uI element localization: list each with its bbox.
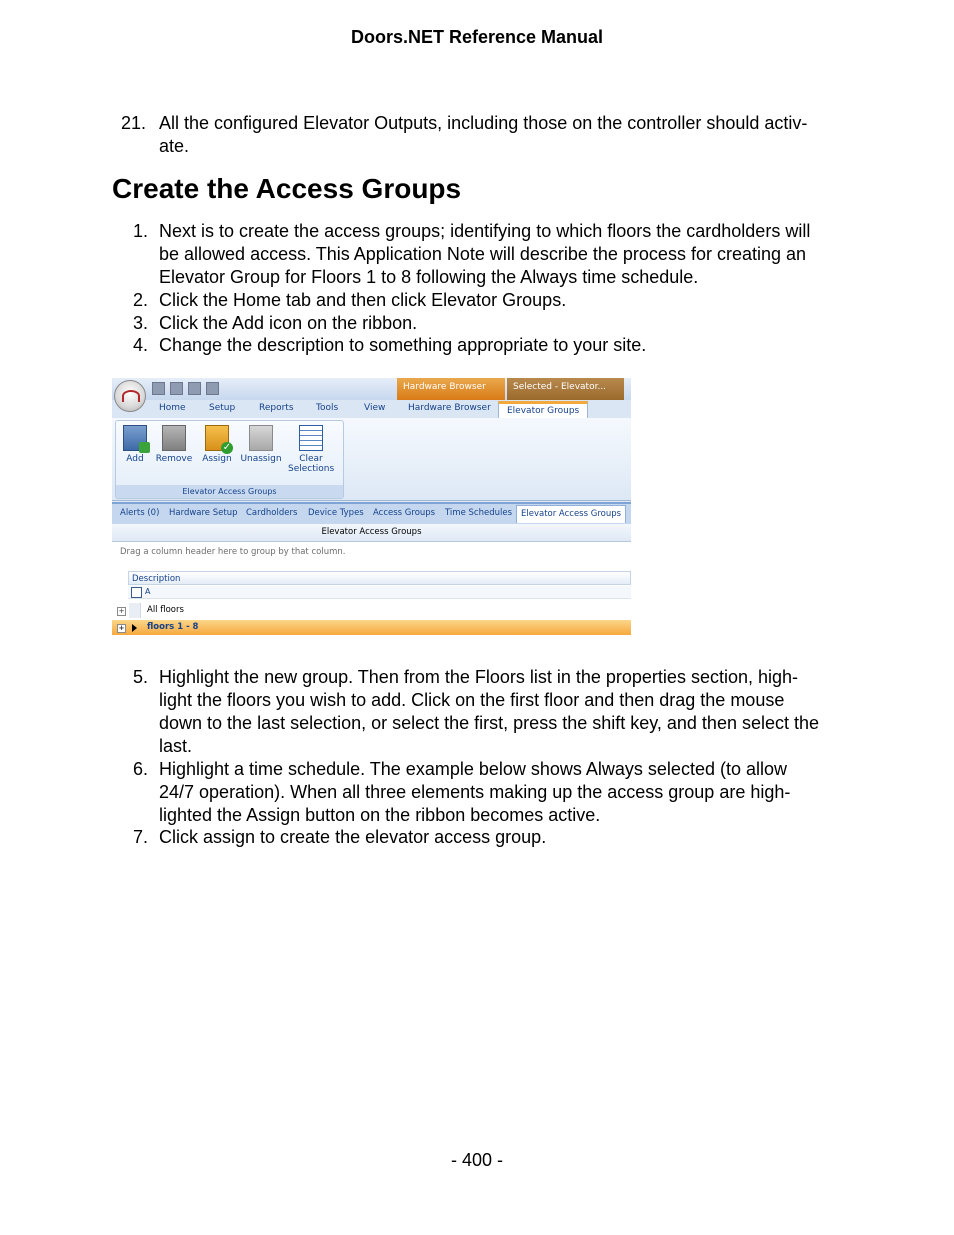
tab-reports[interactable]: Reports <box>259 403 294 413</box>
list-text: Next is to create the access groups; identifying to which floors the cardholders will <box>159 221 811 241</box>
clear-label: Clear <box>299 454 323 464</box>
list-number: 5. <box>133 667 149 687</box>
filter-text-icon[interactable]: A <box>145 587 151 596</box>
save-icon[interactable] <box>152 382 165 395</box>
tab-tools[interactable]: Tools <box>316 403 339 413</box>
add-button[interactable] <box>121 425 149 464</box>
expand-icon[interactable]: + <box>118 607 125 615</box>
row-description: floors 1 - 8 <box>147 622 199 632</box>
context-tab-hardware-browser[interactable]: Hardware Browser <box>397 378 505 400</box>
list-text: Click the Home tab and then click Elevator Groups. <box>159 290 567 310</box>
users-icon[interactable] <box>188 382 201 395</box>
clear-selections-icon <box>299 425 323 451</box>
assign-button[interactable] <box>199 425 235 464</box>
list-number: 2. <box>133 290 149 310</box>
app-screenshot <box>112 378 631 640</box>
list-number: 6. <box>133 759 149 779</box>
list-text: Elevator Group for Floors 1 to 8 following the Always time schedule. <box>159 267 699 287</box>
group-by-hint: Drag a column header here to group by that column. <box>120 547 346 557</box>
print-icon[interactable] <box>170 382 183 395</box>
doc-tab-cardholders[interactable]: Cardholders <box>246 508 298 518</box>
table-row[interactable] <box>112 603 631 618</box>
panel-title: Elevator Access Groups <box>112 524 631 542</box>
ribbon-group <box>115 420 344 499</box>
doc-tab-alerts[interactable]: Alerts (0) <box>120 508 160 518</box>
context-tab-selected[interactable]: Selected - Elevator... <box>507 378 624 400</box>
expand-icon[interactable]: + <box>118 624 125 632</box>
filter-icon[interactable] <box>131 587 142 598</box>
filter-row[interactable] <box>128 586 631 599</box>
doc-tab-hardware-setup[interactable]: Hardware Setup <box>169 508 238 518</box>
list-text: Change the description to something appropriate to your site. <box>159 335 647 355</box>
unassign-icon <box>249 425 273 451</box>
refresh-icon[interactable] <box>206 382 219 395</box>
list-number: 3. <box>133 313 149 333</box>
assign-icon <box>205 425 229 451</box>
tab-home[interactable]: Home <box>159 403 186 413</box>
tab-hardware-browser[interactable]: Hardware Browser <box>408 403 491 413</box>
list-text: Highlight the new group. Then from the Floors list in the properties section, high- <box>159 667 798 687</box>
remove-icon <box>162 425 186 451</box>
current-row-arrow-icon <box>132 624 137 632</box>
list-text: 24/7 operation). When all three elements making up the access group are high- <box>159 782 791 802</box>
quick-access-toolbar <box>152 382 219 395</box>
unassign-label: Unassign <box>240 454 282 464</box>
section-heading: Create the Access Groups <box>112 173 462 204</box>
list-text: down to the last selection, or select the first, press the shift key, and then select the <box>159 713 820 733</box>
list-text: All the configured Elevator Outputs, including those on the controller should activ- <box>159 113 808 133</box>
unassign-button[interactable] <box>239 425 283 464</box>
selections-label: Selections <box>288 464 335 474</box>
remove-label: Remove <box>155 454 193 464</box>
remove-button[interactable] <box>154 425 194 464</box>
ribbon-group-label: Elevator Access Groups <box>116 485 343 498</box>
assign-label: Assign <box>202 454 232 464</box>
ribbon <box>112 418 631 501</box>
clear-selections-button[interactable] <box>288 425 334 474</box>
ribbon-tab-row <box>112 400 631 418</box>
doc-tab-device-types[interactable]: Device Types <box>308 508 364 518</box>
title-bar <box>112 378 631 400</box>
list-number: 4. <box>133 335 149 355</box>
tab-setup[interactable]: Setup <box>209 403 236 413</box>
list-text: ate. <box>159 136 190 156</box>
row-indicator <box>129 603 141 618</box>
doc-tab-time-schedules[interactable]: Time Schedules <box>445 508 512 518</box>
tab-elevator-groups[interactable]: Elevator Groups <box>498 401 588 421</box>
list-text: Click the Add icon on the ribbon. <box>159 313 418 333</box>
doc-tab-elevator-access-groups[interactable]: Elevator Access Groups <box>516 505 626 523</box>
document-tabs <box>112 502 631 524</box>
list-text: Highlight a time schedule. The example below shows Always selected (to allow <box>159 759 787 779</box>
list-text: last. <box>159 736 193 756</box>
running-header: Doors.NET Reference Manual <box>350 27 604 47</box>
grid-panel <box>112 524 631 640</box>
row-description: All floors <box>147 605 184 615</box>
doc-tab-access-groups[interactable]: Access Groups <box>373 508 436 518</box>
add-label: Add <box>126 454 144 464</box>
list-text: be allowed access. This Application Note will describe the process for creating an <box>159 244 807 264</box>
list-number: 1. <box>133 221 149 241</box>
list-number: 7. <box>133 827 149 847</box>
column-header-description[interactable]: Description <box>128 571 631 585</box>
list-number: 21. <box>121 113 147 133</box>
table-row-selected[interactable] <box>112 620 631 635</box>
office-orb-icon[interactable] <box>114 380 146 412</box>
page-number: - 400 - <box>450 1150 504 1170</box>
list-text: Click assign to create the elevator access group. <box>159 827 547 847</box>
tab-view[interactable]: View <box>364 403 386 413</box>
add-icon <box>123 425 147 451</box>
list-text: lighted the Assign button on the ribbon becomes active. <box>159 805 601 825</box>
list-text: light the floors you wish to add. Click on the first floor and then drag the mouse <box>159 690 785 710</box>
